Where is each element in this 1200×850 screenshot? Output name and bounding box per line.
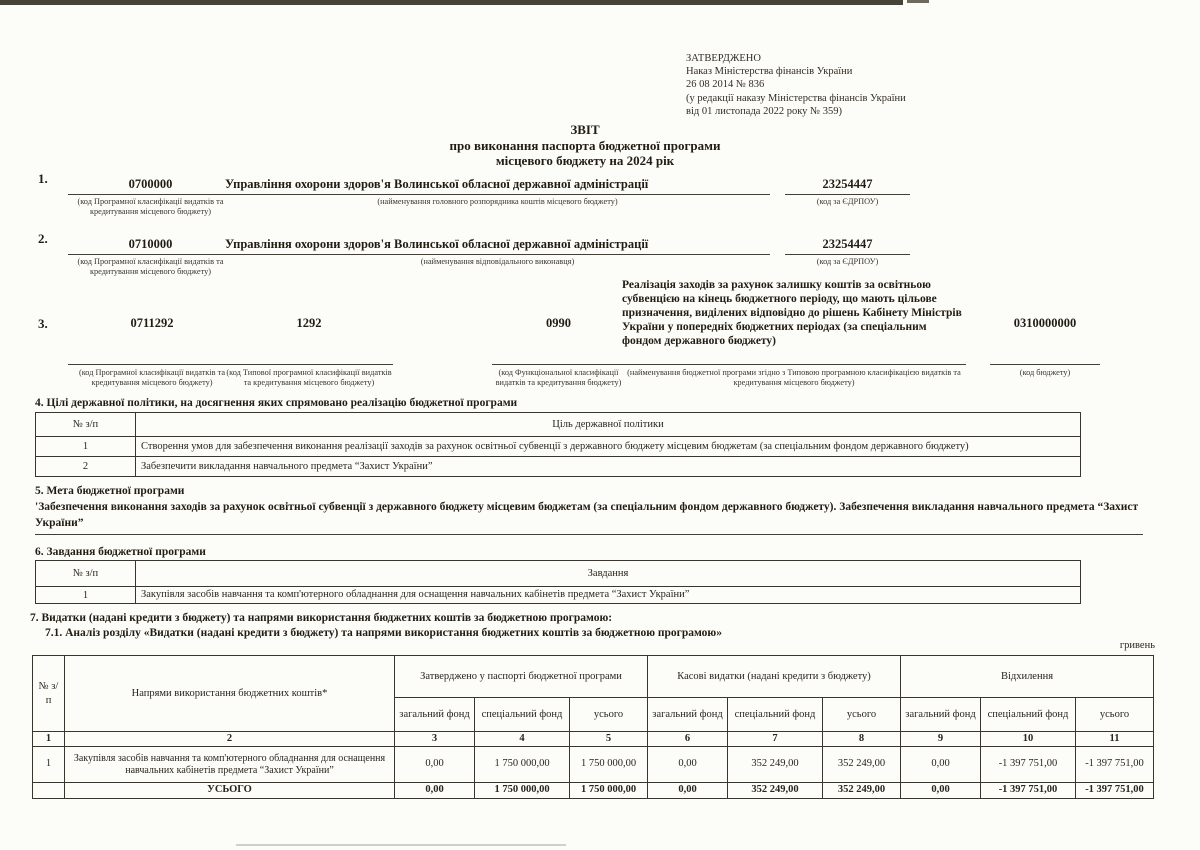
fund-special-header: спеціальний фонд [475, 698, 570, 732]
item-3-code3: 0990 [546, 316, 571, 330]
item-3-code2-caption: (код Типової програмної класифікації видатків та кредитування місцевого бюджету) [226, 368, 392, 387]
col-index: 1 [33, 732, 65, 747]
item-3-code2: 1292 [296, 316, 322, 330]
item-3-program-caption: (найменування бюджетної програми згідно з Типовою програмною класифікацією видатків та кредитування місцевого бюджету) [627, 368, 961, 387]
approved-line-3: 26 08 2014 № 836 [686, 79, 765, 91]
row1-value: 1 750 000,00 [475, 747, 570, 783]
item-2-edrpou-caption: (код за ЄДРПОУ) [816, 257, 879, 266]
expenditure-table [32, 655, 1154, 799]
fund-general-header: загальний фонд [395, 698, 475, 732]
item-3-code1: 0711292 [130, 316, 174, 330]
section7-heading: 7. Видатки (надані кредити з бюджету) та напрями використання бюджетних коштів за бюджетною програмою: [30, 612, 613, 624]
total-value: 352 249,00 [728, 783, 823, 799]
total-value: 0,00 [395, 783, 475, 799]
item-3-code1-field [68, 278, 236, 365]
currency-label: гривень [1119, 640, 1155, 651]
col-index: 2 [65, 732, 395, 747]
report-title-line-1: ЗВІТ [570, 122, 600, 137]
total-value: 352 249,00 [823, 783, 901, 799]
item-3-code2-field [225, 278, 393, 365]
row1-value: 0,00 [901, 747, 981, 783]
col-index: 6 [648, 732, 728, 747]
scan-artifact-top-2 [907, 0, 929, 3]
row1-value: 0,00 [648, 747, 728, 783]
approved-line-5: від 01 листопада 2022 року № 359) [686, 105, 842, 117]
row1-value: -1 397 751,00 [1076, 747, 1154, 783]
item-2-name-caption: (найменування відповідального виконавця) [420, 257, 575, 266]
row1-direction: Закупівля засобів навчання та комп'ютерного обладнання для оснащення навчальних кабінетів предмета “Захист України” [65, 747, 395, 783]
total-row [33, 783, 1154, 799]
item-2-number: 2. [38, 231, 48, 246]
col-index: 7 [728, 732, 823, 747]
fund-general-header: загальний фонд [901, 698, 981, 732]
item-2-edrpou-field [785, 228, 910, 267]
item-3-budget-code: 0310000000 [1013, 316, 1077, 330]
item-1-name-field [225, 168, 770, 207]
item-3-program-name: Реалізація заходів за рахунок залишку коштів за освітньою субвенцією на кінець бюджетного періоду, що мають цільове призначення, виділених відповідно до рішень Кабінету Міністрів України у попередніх бюджетних періодах (за спеціальним фондом державного бюджету) [622, 279, 962, 347]
item-3 [0, 278, 1200, 403]
row1-value: 1 750 000,00 [570, 747, 648, 783]
fund-general-header: загальний фонд [648, 698, 728, 732]
table-row [36, 437, 1081, 457]
total-value: 0,00 [901, 783, 981, 799]
approved-block [686, 52, 906, 118]
section4-table [35, 412, 1081, 477]
scan-artifact-top [0, 0, 903, 5]
col-index: 4 [475, 732, 570, 747]
total-value: 0,00 [648, 783, 728, 799]
col-index: 3 [395, 732, 475, 747]
item-2-name: Управління охорони здоров'я Волинської обласної державної адміністрації [225, 228, 770, 255]
section5-heading: 5. Мета бюджетної програми [35, 485, 185, 497]
col-num-header: № з/п [33, 656, 65, 732]
row1-num: 1 [33, 747, 65, 783]
group-approved-header: Затверджено у паспорті бюджетної програми [395, 656, 648, 698]
approved-line-1: ЗАТВЕРДЖЕНО [686, 53, 761, 64]
approved-line-4: (у редакції наказу Міністерства фінансів України [686, 92, 906, 104]
section6-col-num: № з/п [36, 561, 136, 587]
col-directions-header: Напрями використання бюджетних коштів* [65, 656, 395, 732]
row1-value: 352 249,00 [728, 747, 823, 783]
col-index: 11 [1076, 732, 1154, 747]
item-1-name: Управління охорони здоров'я Волинської обласної державної адміністрації [225, 168, 770, 195]
report-title [300, 122, 870, 169]
report-title-line-2: про виконання паспорта бюджетної програми [449, 137, 721, 153]
item-1-code: 0700000 [68, 168, 233, 195]
section4-heading: 4. Цілі державної політики, на досягнення яких спрямовано реалізацію бюджетної програми [35, 397, 518, 409]
item-2-code-caption: (код Програмної класифікації видатків та кредитування місцевого бюджету) [77, 257, 224, 276]
total-label: УСЬОГО [65, 783, 395, 799]
item-3-number: 3. [38, 316, 48, 331]
fund-total-header: усього [1076, 698, 1154, 732]
group-cash-header: Касові видатки (надані кредити з бюджету) [648, 656, 901, 698]
item-3-code3-caption: (код Функціональної класифікації видатків та кредитування бюджету) [495, 368, 622, 387]
section6-table [35, 560, 1081, 604]
item-2-edrpou: 23254447 [785, 228, 910, 255]
section5-text: 'Забезпечення виконання заходів за рахунок освітньої субвенції з державного бюджету місцевим бюджетам (за спеціальним фондом державного бюджету). Забезпечення викладання навчального предмета “Захист України” [35, 500, 1143, 535]
item-3-code3-field [492, 278, 625, 365]
section6-heading: 6. Завдання бюджетної програми [35, 546, 206, 558]
report-title-line-3: місцевого бюджету на 2024 рік [495, 153, 675, 168]
section6-col-task: Завдання [136, 561, 1081, 587]
column-number-row [33, 732, 1154, 747]
col-index: 5 [570, 732, 648, 747]
fund-total-header: усього [570, 698, 648, 732]
item-3-budget-code-caption: (код бюджету) [1019, 368, 1071, 377]
row1-value: -1 397 751,00 [981, 747, 1076, 783]
total-value: 1 750 000,00 [570, 783, 648, 799]
section4-col-goal: Ціль державної політики [136, 413, 1081, 437]
section4-row1-text: Створення умов для забезпечення виконання реалізації заходів за рахунок освітньої субвенції з державного бюджету місцевим бюджетам (за спеціальним фондом державного бюджету) [136, 437, 1081, 457]
col-index: 8 [823, 732, 901, 747]
row1-value: 0,00 [395, 747, 475, 783]
total-value: 1 750 000,00 [475, 783, 570, 799]
item-3-program-field [622, 278, 966, 365]
col-index: 9 [901, 732, 981, 747]
section4-row1-num: 1 [36, 437, 136, 457]
fund-total-header: усього [823, 698, 901, 732]
section4-row2-text: Забезпечити викладання навчального предмета “Захист України” [136, 457, 1081, 477]
item-3-budget-code-field [990, 278, 1100, 365]
fund-special-header: спеціальний фонд [981, 698, 1076, 732]
col-index: 10 [981, 732, 1076, 747]
table-row [36, 587, 1081, 604]
item-1-edrpou-field [785, 168, 910, 207]
item-1-number: 1. [38, 171, 48, 186]
item-1-code-caption: (код Програмної класифікації видатків та кредитування місцевого бюджету) [77, 197, 224, 216]
section4-row2-num: 2 [36, 457, 136, 477]
item-3-code1-caption: (код Програмної класифікації видатків та кредитування місцевого бюджету) [78, 368, 226, 387]
section6-row1-text: Закупівля засобів навчання та комп'ютерного обладнання для оснащення навчальних кабінетів предмета “Захист України” [136, 587, 1081, 604]
item-1-name-caption: (найменування головного розпорядника коштів місцевого бюджету) [377, 197, 618, 206]
scan-artifact-bottom [236, 844, 566, 846]
item-1-code-field [68, 168, 233, 217]
table-row [36, 457, 1081, 477]
group-deviation-header: Відхилення [901, 656, 1154, 698]
section6-row1-num: 1 [36, 587, 136, 604]
total-value: -1 397 751,00 [981, 783, 1076, 799]
item-2-code-field [68, 228, 233, 277]
approved-line-2: Наказ Міністерства фінансів України [686, 66, 853, 78]
table-row [33, 747, 1154, 783]
item-1-edrpou-caption: (код за ЄДРПОУ) [816, 197, 879, 206]
item-2-code: 0710000 [68, 228, 233, 255]
section7-subheading: 7.1. Аналіз розділу «Видатки (надані кредити з бюджету) та напрями використання бюджетних коштів за бюджетною програмою» [45, 627, 722, 639]
section4-col-num: № з/п [36, 413, 136, 437]
item-1-edrpou: 23254447 [785, 168, 910, 195]
total-value: -1 397 751,00 [1076, 783, 1154, 799]
item-2-name-field [225, 228, 770, 267]
total-row-empty-cell [33, 783, 65, 799]
row1-value: 352 249,00 [823, 747, 901, 783]
fund-special-header: спеціальний фонд [728, 698, 823, 732]
